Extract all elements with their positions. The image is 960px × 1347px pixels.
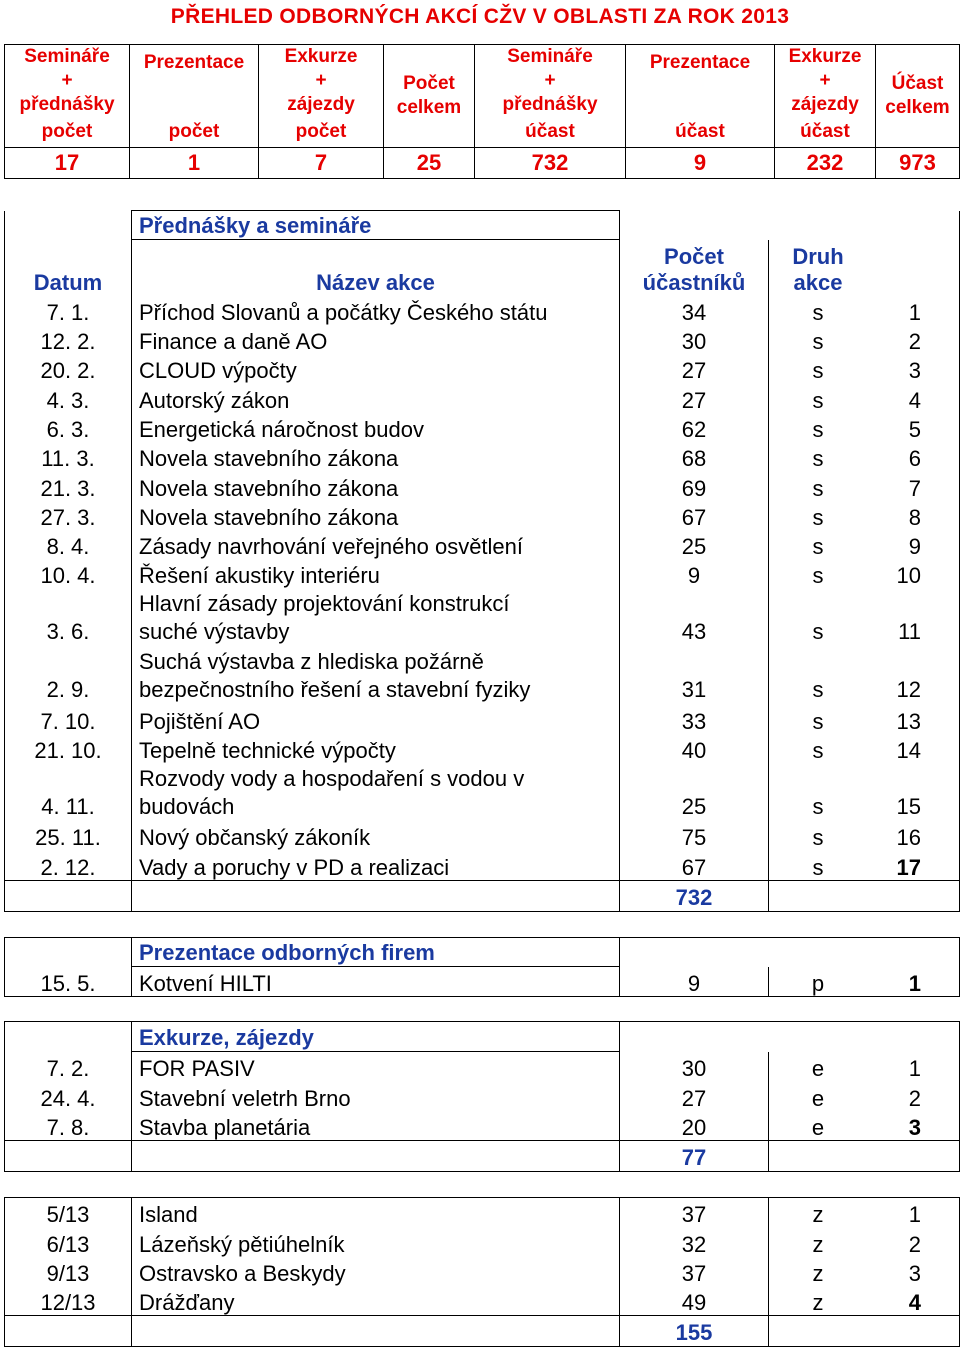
row-type: s	[769, 501, 868, 530]
row-number: 12	[867, 646, 960, 704]
row-name: Drážďany	[132, 1286, 620, 1316]
row-name: Novela stavebního zákona	[132, 471, 620, 500]
row-name: Novela stavebního zákona	[132, 442, 620, 471]
row-date: 7. 2.	[5, 1052, 132, 1082]
presentations-table	[4, 937, 960, 997]
row-count: 9	[620, 559, 769, 588]
row-count: 69	[620, 471, 769, 500]
row-count: 31	[620, 646, 769, 704]
table-row	[5, 530, 960, 559]
row-name: Energetická náročnost budov	[132, 413, 620, 442]
row-name: FOR PASIV	[132, 1052, 620, 1082]
row-count: 32	[620, 1227, 769, 1256]
summary-header-presentations-attendance: Prezentace	[626, 45, 775, 118]
row-name: Hlavní zásady projektování konstrukcí suché výstavby	[132, 588, 620, 646]
row-number: 10	[867, 559, 960, 588]
row-number: 5	[867, 413, 960, 442]
summary-header-total-attendance: Účast celkem	[876, 45, 960, 148]
row-type: s	[769, 559, 868, 588]
row-count: 27	[620, 1081, 769, 1110]
table-row	[5, 704, 960, 733]
row-type: e	[769, 1081, 868, 1110]
table-row	[5, 1257, 960, 1286]
row-count: 68	[620, 442, 769, 471]
row-number: 4	[867, 1286, 960, 1316]
row-date: 15. 5.	[5, 967, 132, 997]
row-date: 21. 3.	[5, 471, 132, 500]
trips-total-row	[5, 1316, 960, 1347]
lectures-table	[4, 210, 960, 912]
table-row	[5, 354, 960, 383]
table-row	[5, 734, 960, 763]
trips-total: 155	[620, 1316, 769, 1347]
summary-header-total-count: Počet celkem	[384, 45, 475, 148]
row-count: 37	[620, 1257, 769, 1286]
table-row	[5, 588, 960, 646]
row-number: 14	[867, 734, 960, 763]
row-date: 11. 3.	[5, 442, 132, 471]
row-date: 7. 10.	[5, 704, 132, 733]
table-row	[5, 967, 960, 997]
row-date: 12/13	[5, 1286, 132, 1316]
row-count: 34	[620, 296, 769, 325]
row-name: Pojištění AO	[132, 704, 620, 733]
table-row	[5, 850, 960, 880]
presentations-section-title: Prezentace odborných firem	[132, 938, 620, 967]
row-date: 8. 4.	[5, 530, 132, 559]
row-count: 9	[620, 967, 769, 997]
row-number: 8	[867, 501, 960, 530]
summary-header-seminars: Semináře + přednášky	[5, 45, 130, 118]
table-row	[5, 442, 960, 471]
row-type: s	[769, 850, 868, 880]
row-count: 33	[620, 704, 769, 733]
lectures-section-title: Přednášky a semináře	[132, 211, 620, 240]
row-type: s	[769, 383, 868, 412]
table-row	[5, 471, 960, 500]
row-number: 9	[867, 530, 960, 559]
summary-header-excursions: Exkurze + zájezdy	[259, 45, 384, 118]
row-name: Suchá výstavba z hlediska požárně bezpečnostního řešení a stavební fyziky	[132, 646, 620, 704]
row-name: Příchod Slovanů a počátky Českého státu	[132, 296, 620, 325]
table-row	[5, 1286, 960, 1316]
row-name: Autorský zákon	[132, 383, 620, 412]
row-type: z	[769, 1198, 868, 1228]
excursions-rows	[5, 1052, 960, 1141]
excursions-section-title: Exkurze, zájezdy	[132, 1022, 620, 1052]
table-row	[5, 296, 960, 325]
row-name: CLOUD výpočty	[132, 354, 620, 383]
row-date: 6/13	[5, 1227, 132, 1256]
lectures-section-row	[5, 211, 960, 240]
row-date: 20. 2.	[5, 354, 132, 383]
row-number: 7	[867, 471, 960, 500]
lectures-header-row	[5, 240, 960, 296]
trips-rows	[5, 1198, 960, 1316]
row-number: 15	[867, 763, 960, 821]
row-date: 9/13	[5, 1257, 132, 1286]
row-type: s	[769, 530, 868, 559]
excursions-section-row	[5, 1022, 960, 1052]
row-date: 4. 11.	[5, 763, 132, 821]
row-date: 25. 11.	[5, 821, 132, 850]
lectures-rows	[5, 296, 960, 881]
table-row	[5, 1198, 960, 1228]
row-name: Lázeňský pětiúhelník	[132, 1227, 620, 1256]
row-type: s	[769, 588, 868, 646]
lectures-total-row	[5, 880, 960, 911]
row-count: 27	[620, 383, 769, 412]
row-type: s	[769, 354, 868, 383]
row-date: 2. 9.	[5, 646, 132, 704]
row-count: 25	[620, 763, 769, 821]
table-row	[5, 1081, 960, 1110]
table-row	[5, 821, 960, 850]
row-name: Kotvení HILTI	[132, 967, 620, 997]
table-row	[5, 763, 960, 821]
summary-table	[4, 44, 960, 179]
lectures-total: 732	[620, 880, 769, 911]
row-count: 43	[620, 588, 769, 646]
row-count: 49	[620, 1286, 769, 1316]
row-date: 21. 10.	[5, 734, 132, 763]
row-number: 2	[867, 1227, 960, 1256]
row-number: 11	[867, 588, 960, 646]
row-date: 12. 2.	[5, 325, 132, 354]
row-name: Finance a daně AO	[132, 325, 620, 354]
table-row	[5, 1052, 960, 1082]
row-number: 4	[867, 383, 960, 412]
row-name: Novela stavebního zákona	[132, 501, 620, 530]
row-type: s	[769, 325, 868, 354]
row-name: Zásady navrhování veřejného osvětlení	[132, 530, 620, 559]
row-type: e	[769, 1052, 868, 1082]
row-name: Tepelně technické výpočty	[132, 734, 620, 763]
table-row	[5, 413, 960, 442]
row-name: Ostravsko a Beskydy	[132, 1257, 620, 1286]
table-row	[5, 325, 960, 354]
row-type: s	[769, 734, 868, 763]
row-count: 30	[620, 1052, 769, 1082]
row-date: 7. 1.	[5, 296, 132, 325]
row-number: 1	[867, 1198, 960, 1228]
row-number: 3	[867, 1257, 960, 1286]
trips-table	[4, 1197, 960, 1347]
row-number: 3	[867, 354, 960, 383]
row-number: 17	[867, 850, 960, 880]
row-name: Nový občanský zákoník	[132, 821, 620, 850]
row-type: s	[769, 442, 868, 471]
row-date: 3. 6.	[5, 588, 132, 646]
row-type: z	[769, 1257, 868, 1286]
row-count: 37	[620, 1198, 769, 1228]
table-row	[5, 559, 960, 588]
row-type: s	[769, 763, 868, 821]
excursions-total-row	[5, 1140, 960, 1171]
row-count: 25	[620, 530, 769, 559]
row-count: 20	[620, 1111, 769, 1141]
summary-unit-row: počet počet počet účast účast účast	[5, 117, 960, 148]
summary-header-seminars-attendance: Semináře + přednášky	[475, 45, 626, 118]
row-count: 30	[620, 325, 769, 354]
row-count: 27	[620, 354, 769, 383]
row-number: 3	[867, 1111, 960, 1141]
row-name: Rozvody vody a hospodaření s vodou v budovách	[132, 763, 620, 821]
row-count: 40	[620, 734, 769, 763]
row-count: 62	[620, 413, 769, 442]
row-date: 6. 3.	[5, 413, 132, 442]
page-title: PŘEHLED ODBORNÝCH AKCÍ CŽV V OBLASTI ZA ROK 2013	[170, 5, 790, 28]
table-row	[5, 1227, 960, 1256]
row-type: s	[769, 471, 868, 500]
row-date: 4. 3.	[5, 383, 132, 412]
row-type: s	[769, 413, 868, 442]
row-type: e	[769, 1111, 868, 1141]
row-name: Vady a poruchy v PD a realizaci	[132, 850, 620, 880]
summary-value-row: 17 1 7 25 732 9 232 973	[5, 148, 960, 179]
col-date-header: Datum	[5, 240, 132, 296]
row-number: 16	[867, 821, 960, 850]
row-name: Řešení akustiky interiéru	[132, 559, 620, 588]
row-type: s	[769, 821, 868, 850]
row-date: 7. 8.	[5, 1111, 132, 1141]
summary-header-row	[5, 45, 960, 118]
table-row	[5, 501, 960, 530]
row-type: s	[769, 296, 868, 325]
row-number: 6	[867, 442, 960, 471]
row-date: 27. 3.	[5, 501, 132, 530]
row-type: s	[769, 704, 868, 733]
row-name: Stavební veletrh Brno	[132, 1081, 620, 1110]
row-date: 10. 4.	[5, 559, 132, 588]
table-row	[5, 383, 960, 412]
row-type: z	[769, 1227, 868, 1256]
row-name: Island	[132, 1198, 620, 1228]
row-number: 1	[867, 296, 960, 325]
excursions-total: 77	[620, 1140, 769, 1171]
summary-header-presentations: Prezentace	[130, 45, 259, 118]
col-type-header: Druh akce	[769, 240, 868, 296]
col-count-header: Počet účastníků	[620, 240, 769, 296]
row-date: 24. 4.	[5, 1081, 132, 1110]
row-count: 67	[620, 850, 769, 880]
row-number: 1	[867, 967, 960, 997]
row-number: 1	[867, 1052, 960, 1082]
row-type: z	[769, 1286, 868, 1316]
row-number: 13	[867, 704, 960, 733]
presentations-rows	[5, 967, 960, 997]
col-name-header: Název akce	[132, 240, 620, 296]
summary-header-excursions-attendance: Exkurze + zájezdy	[775, 45, 876, 118]
row-date: 2. 12.	[5, 850, 132, 880]
row-number: 2	[867, 1081, 960, 1110]
row-type: p	[769, 967, 868, 997]
row-count: 67	[620, 501, 769, 530]
excursions-table	[4, 1021, 960, 1172]
row-type: s	[769, 646, 868, 704]
row-count: 75	[620, 821, 769, 850]
table-row	[5, 1111, 960, 1141]
table-row	[5, 646, 960, 704]
row-number: 2	[867, 325, 960, 354]
row-date: 5/13	[5, 1198, 132, 1228]
row-name: Stavba planetária	[132, 1111, 620, 1141]
presentations-section-row	[5, 938, 960, 967]
